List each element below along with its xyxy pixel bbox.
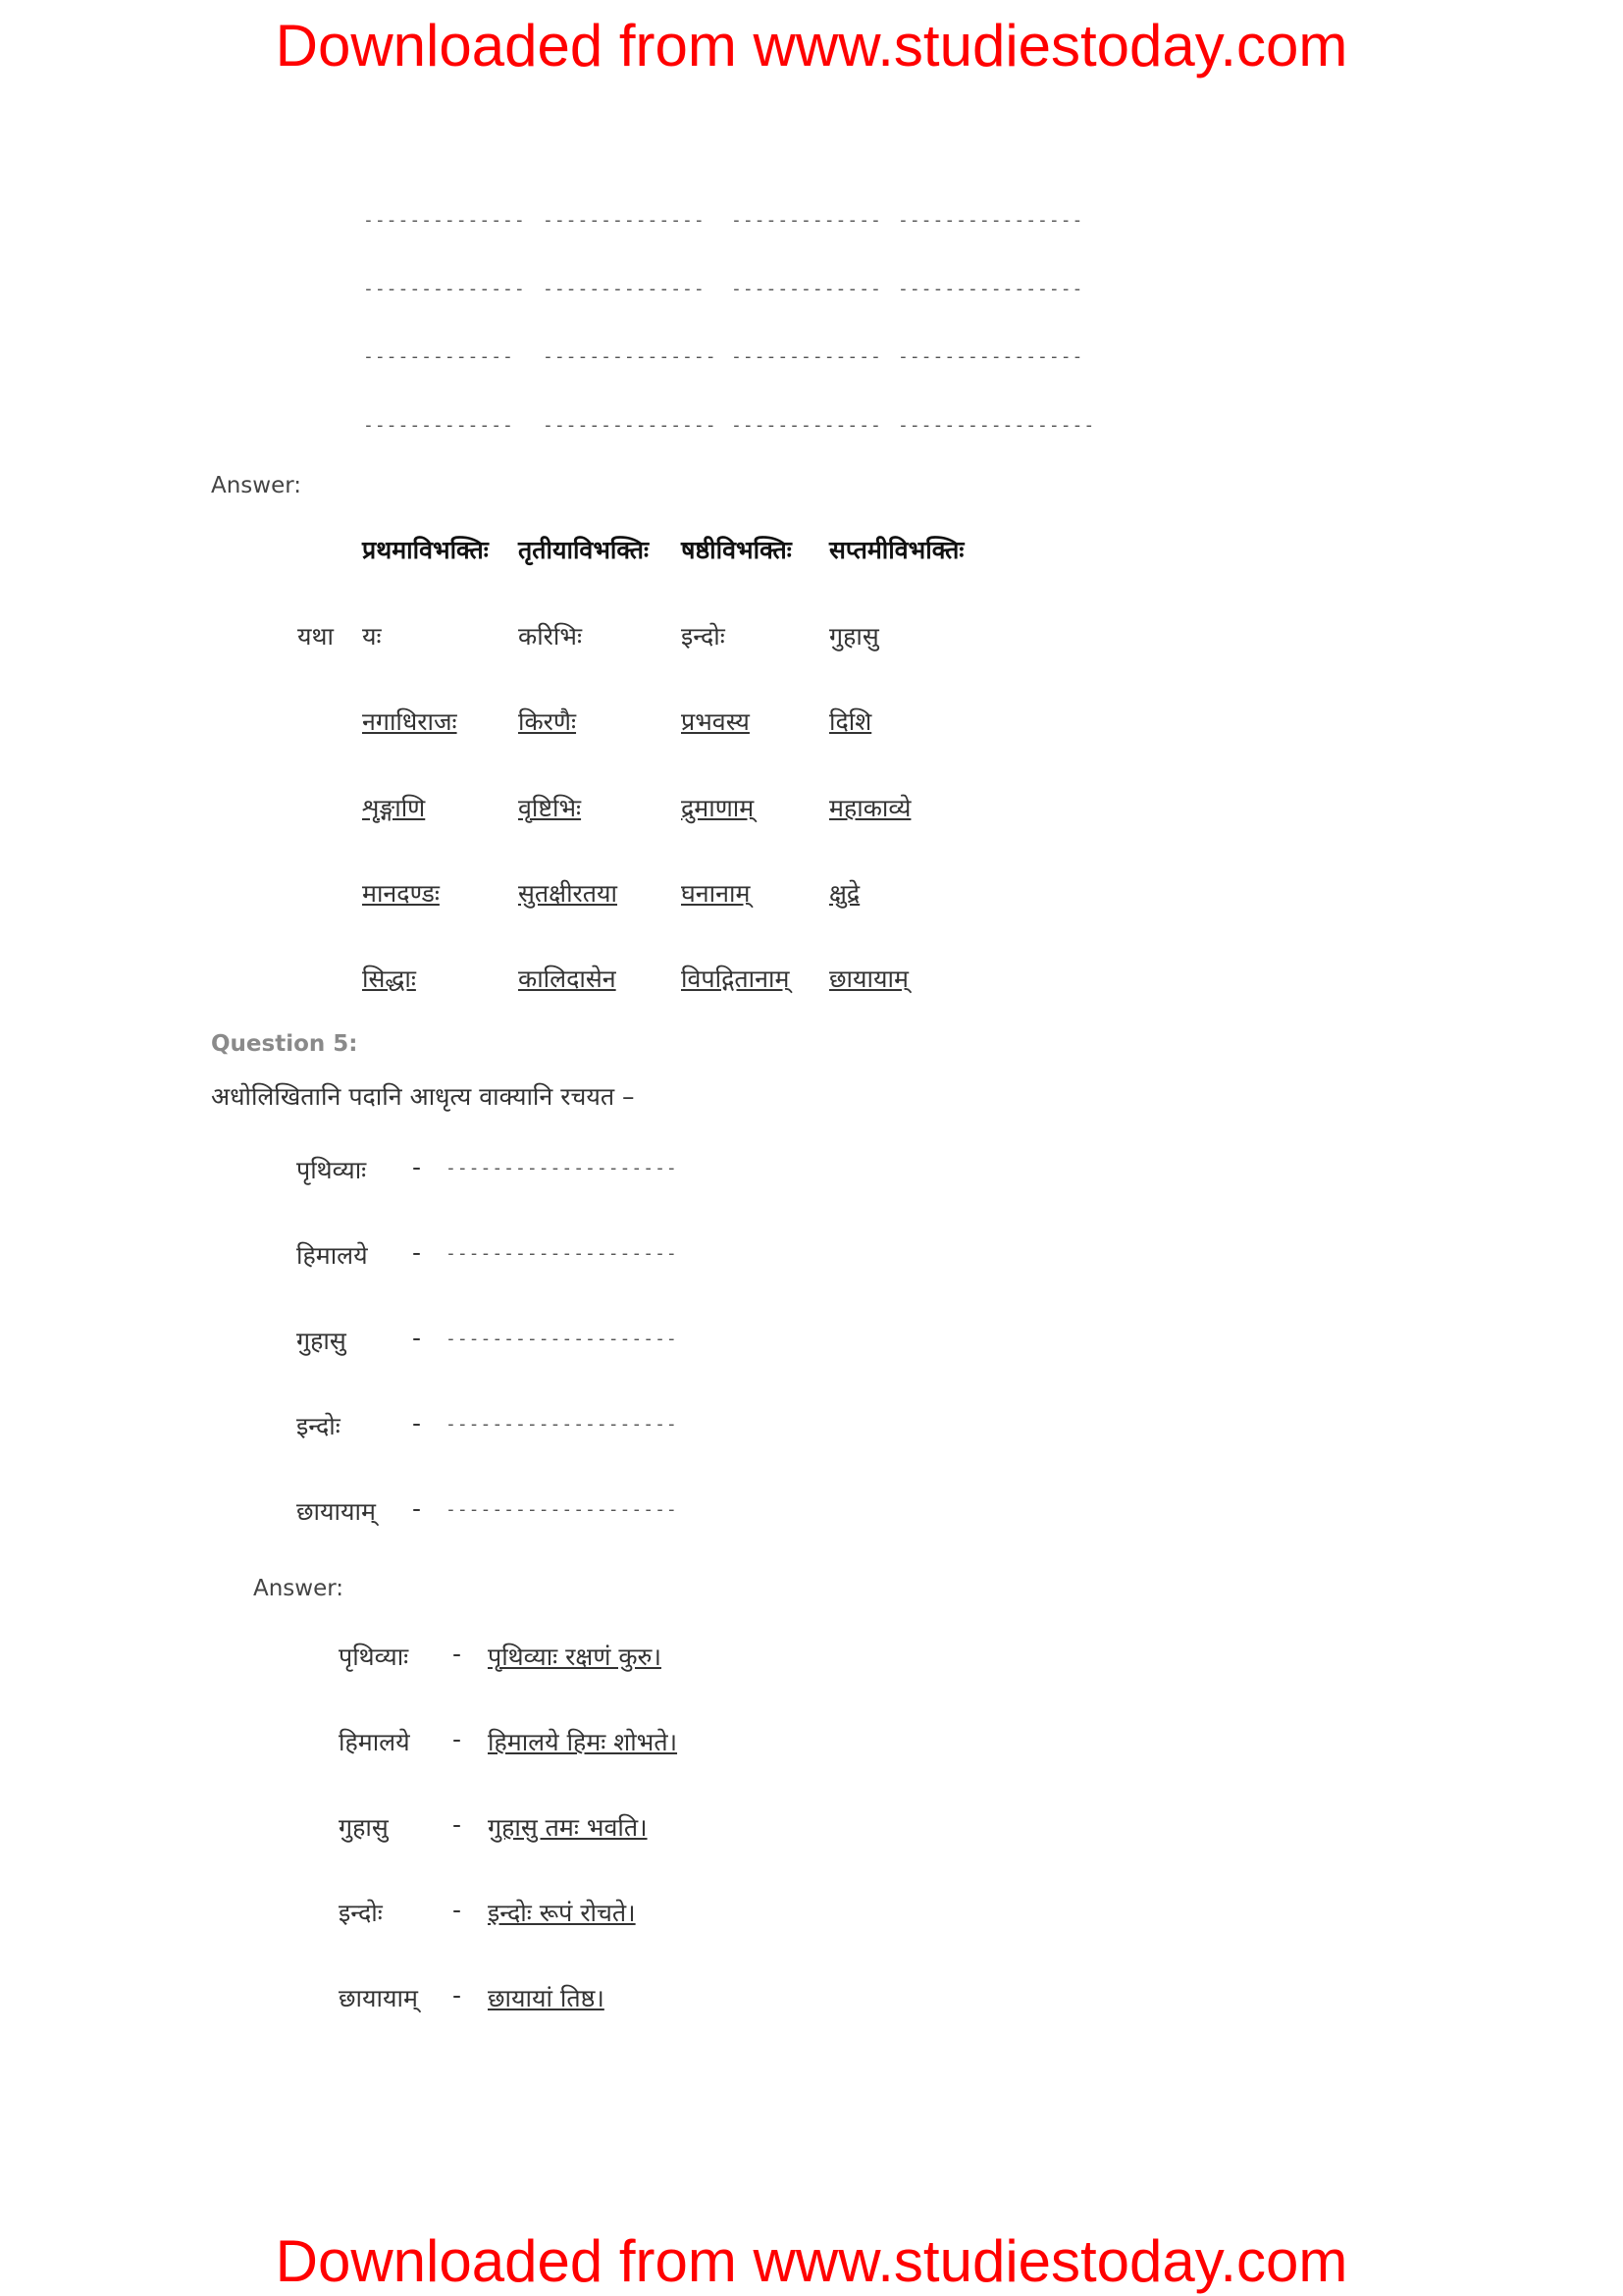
table-cell: विपद्गितानाम् bbox=[681, 965, 790, 993]
blank-line: -------------- bbox=[363, 279, 526, 299]
word-label: पृथिव्याः bbox=[339, 1643, 409, 1671]
example-prefix: यथा bbox=[297, 622, 334, 651]
separator: - bbox=[412, 1153, 422, 1181]
blank-line: -------------- bbox=[543, 210, 706, 231]
blank-line: ------------- bbox=[363, 415, 514, 436]
blank-line: -------------------- bbox=[445, 1414, 678, 1435]
word-label: पृथिव्याः bbox=[296, 1156, 367, 1184]
question-title: Question 5: bbox=[211, 1031, 358, 1057]
question-instruction: अधोलिखितानि पदानि आधृत्य वाक्यानि रचयत – bbox=[211, 1082, 635, 1111]
word-label: गुहासु bbox=[339, 1813, 389, 1842]
separator: - bbox=[452, 1640, 462, 1668]
separator: - bbox=[412, 1238, 422, 1267]
table-cell: महाकाव्ये bbox=[829, 794, 912, 822]
separator: - bbox=[412, 1409, 422, 1437]
table-cell: छायायाम् bbox=[829, 965, 909, 993]
table-cell: क्षुद्रे bbox=[829, 879, 861, 908]
separator: - bbox=[412, 1324, 422, 1352]
table-cell: सिद्धाः bbox=[362, 965, 416, 993]
blank-line: ---------------- bbox=[898, 346, 1084, 367]
word-label: इन्दोः bbox=[296, 1412, 340, 1440]
separator: - bbox=[452, 1896, 462, 1924]
table-cell: द्रुमाणाम् bbox=[681, 794, 755, 822]
separator: - bbox=[452, 1810, 462, 1839]
blank-line: -------------- bbox=[543, 279, 706, 299]
separator: - bbox=[452, 1981, 462, 2009]
blank-line: -------------- bbox=[363, 210, 526, 231]
table-cell: मानदण्डः bbox=[362, 879, 440, 908]
answer-sentence: इन्दोः रूपं रोचते। bbox=[488, 1899, 636, 1927]
table-cell: इन्दोः bbox=[681, 622, 725, 651]
answer-sentence: छायायां तिष्ठ। bbox=[488, 1984, 604, 2012]
blank-line: ----------------- bbox=[898, 415, 1096, 436]
word-label: गुहासु bbox=[296, 1327, 346, 1355]
answer-label: Answer: bbox=[253, 1576, 344, 1601]
blank-line: ---------------- bbox=[898, 210, 1084, 231]
separator: - bbox=[452, 1725, 462, 1753]
blank-line: -------------------- bbox=[445, 1158, 678, 1178]
blank-line: -------------------- bbox=[445, 1499, 678, 1520]
table-cell: शृङ्गाणि bbox=[362, 794, 426, 822]
blank-line: ------------- bbox=[731, 279, 882, 299]
table-cell: वृष्टिभिः bbox=[518, 794, 582, 822]
blank-line: ------------- bbox=[363, 346, 514, 367]
blank-line: ------------- bbox=[731, 415, 882, 436]
blank-line: --------------- bbox=[543, 346, 717, 367]
word-label: छायायाम् bbox=[296, 1497, 376, 1526]
answer-sentence: पृथिव्याः रक्षणं कुरु। bbox=[488, 1643, 661, 1671]
answer-sentence: हिमालये हिमः शोभते। bbox=[488, 1728, 678, 1756]
table-cell: दिशि bbox=[829, 707, 872, 736]
header-saptami: सप्तमीविभक्तिः bbox=[829, 536, 965, 564]
table-cell: गुहासु bbox=[829, 622, 879, 651]
blank-line: ------------- bbox=[731, 346, 882, 367]
table-cell: सुतक्षीरतया bbox=[518, 879, 618, 908]
blank-line: -------------------- bbox=[445, 1329, 678, 1349]
header-tritiya: तृतीयाविभक्तिः bbox=[518, 536, 650, 564]
table-cell: कालिदासेन bbox=[518, 965, 616, 993]
header-shashthi: षष्ठीविभक्तिः bbox=[681, 536, 792, 564]
word-label: इन्दोः bbox=[339, 1899, 383, 1927]
blank-line: ------------- bbox=[731, 210, 882, 231]
word-label: हिमालये bbox=[339, 1728, 410, 1756]
table-cell: यः bbox=[362, 622, 382, 651]
separator: - bbox=[412, 1494, 422, 1523]
blank-line: -------------------- bbox=[445, 1243, 678, 1264]
table-cell: करिभिः bbox=[518, 622, 583, 651]
table-cell: किरणैः bbox=[518, 707, 577, 736]
blank-line: --------------- bbox=[543, 415, 717, 436]
word-label: हिमालये bbox=[296, 1241, 368, 1270]
header-prathama: प्रथमाविभक्तिः bbox=[362, 536, 489, 564]
download-banner-top: Downloaded from www.studiestoday.com bbox=[275, 13, 1348, 78]
download-banner-bottom: Downloaded from www.studiestoday.com bbox=[275, 2228, 1348, 2294]
answer-label: Answer: bbox=[211, 473, 302, 498]
table-cell: प्रभवस्य bbox=[681, 707, 750, 736]
answer-sentence: गुहासु तमः भवति। bbox=[488, 1813, 648, 1842]
table-cell: घनानाम् bbox=[681, 879, 751, 908]
table-cell: नगाधिराजः bbox=[362, 707, 457, 736]
word-label: छायायाम् bbox=[339, 1984, 418, 2012]
blank-line: ---------------- bbox=[898, 279, 1084, 299]
